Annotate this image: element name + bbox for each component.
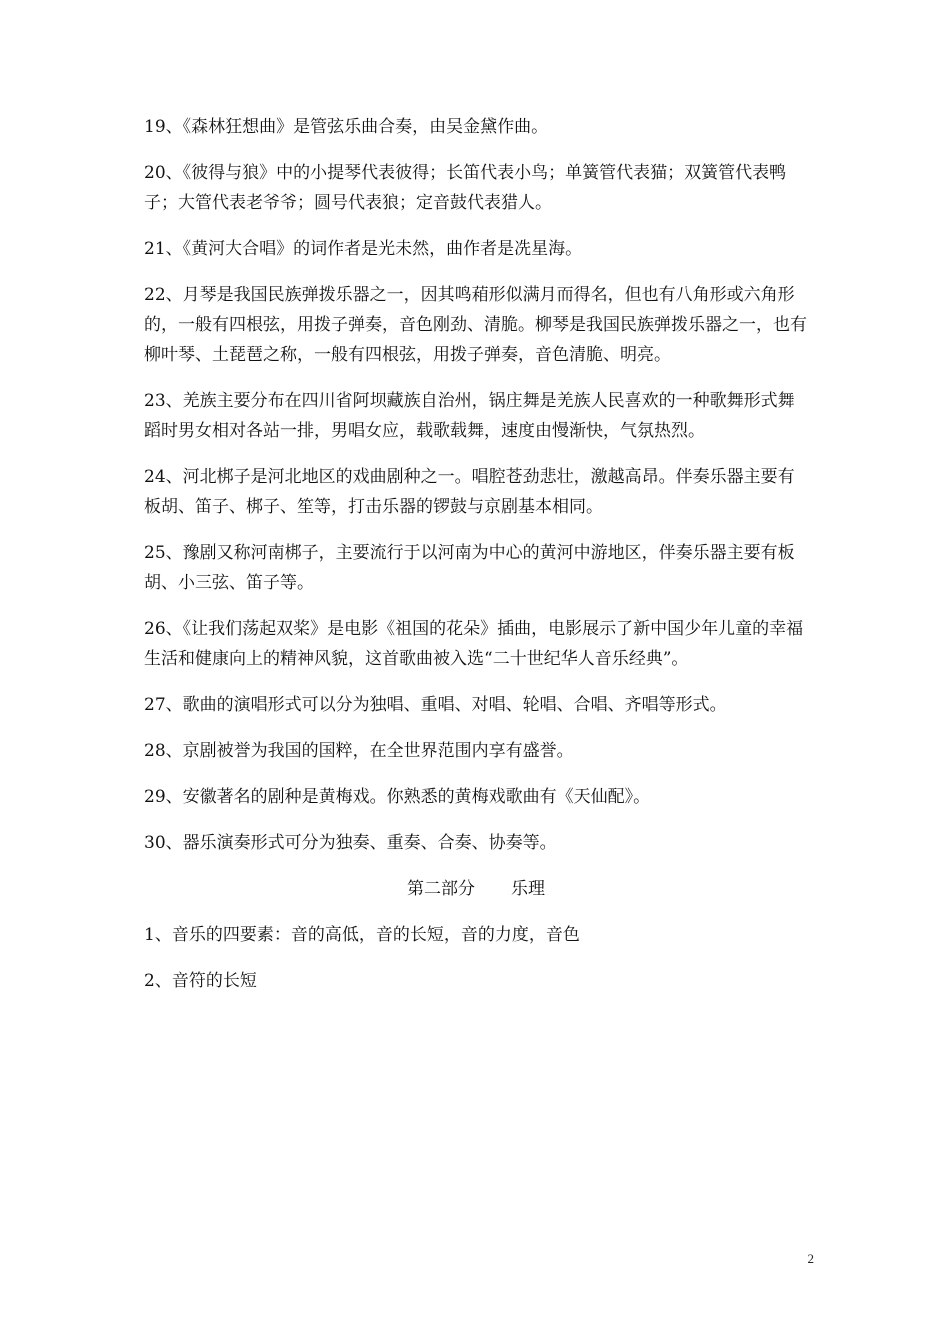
- section-part-label: 第二部分: [407, 879, 475, 899]
- paragraph-22: 22、月琴是我国民族弹拨乐器之一，因其鸣葙形似满月而得名，但也有八角形或六角形的，一般有四根弦，用拨子弹奏，音色刚劲、清脆。柳琴是我国民族弹拨乐器之一，也有柳叶琴、土琵琶之称，一般有四根弦，用拨子弹奏，音色清脆、明亮。: [144, 285, 807, 365]
- paragraph-23: 23、羌族主要分布在四川省阿坝藏族自治州，锅庄舞是羌族人民喜欢的一种歌舞形式舞蹈时男女相对各站一排，男唱女应，载歌载舞，速度由慢渐快，气氛热烈。: [144, 391, 795, 441]
- paragraph-29: 29、安徽著名的剧种是黄梅戏。你熟悉的黄梅戏歌曲有《天仙配》。: [144, 787, 651, 807]
- paragraph-26: 26、《让我们荡起双桨》是电影《祖国的花朵》插曲，电影展示了新中国少年儿童的幸福生活和健康向上的精神风貌，这首歌曲被入选“二十世纪华人音乐经典”。: [144, 619, 804, 669]
- paragraph-19: 19、《森林狂想曲》是管弦乐曲合奏，由吴金黛作曲。: [144, 117, 549, 137]
- paragraph-30: 30、器乐演奏形式可分为独奏、重奏、合奏、协奏等。: [144, 833, 557, 853]
- paragraph-25: 25、豫剧又称河南梆子，主要流行于以河南为中心的黄河中游地区，伴奏乐器主要有板胡、小三弦、笛子等。: [144, 543, 795, 593]
- section-heading: [144, 874, 808, 904]
- paragraph-27: 27、歌曲的演唱形式可以分为独唱、重唱、对唱、轮唱、合唱、齐唱等形式。: [144, 695, 727, 715]
- page-number: 2: [807, 1251, 814, 1266]
- section-paragraph-2: 2、音符的长短: [144, 971, 257, 991]
- section-paragraph-1: 1、音乐的四要素：音的高低，音的长短，音的力度，音色: [144, 925, 580, 945]
- paragraph-24: 24、河北梆子是河北地区的戏曲剧种之一。唱腔苍劲悲壮，激越高昂。伴奏乐器主要有板胡、笛子、梆子、笙等，打击乐器的锣鼓与京剧基本相同。: [144, 467, 795, 517]
- page-content: [144, 112, 808, 1012]
- section-title: 乐理: [511, 879, 545, 899]
- paragraph-28: 28、京剧被誉为我国的国粹，在全世界范围内享有盛誉。: [144, 741, 574, 761]
- paragraph-21: 21、《黄河大合唱》的词作者是光未然，曲作者是冼星海。: [144, 239, 583, 259]
- paragraph-20: 20、《彼得与狼》中的小提琴代表彼得；长笛代表小鸟；单簧管代表猫；双簧管代表鸭子；大管代表老爷爷；圆号代表狼；定音鼓代表猎人。: [144, 163, 787, 213]
